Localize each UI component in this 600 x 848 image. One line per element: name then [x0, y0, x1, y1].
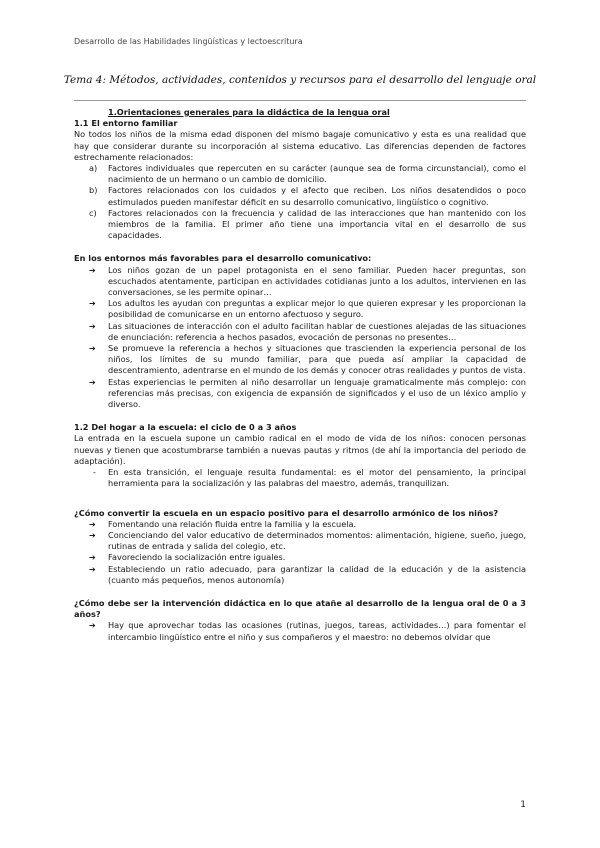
- factors-list: [74, 163, 526, 241]
- list-item: [74, 530, 526, 552]
- arrow-bullet-icon: ➔: [89, 530, 96, 540]
- list-item: [74, 467, 526, 489]
- intervention-list: [74, 620, 526, 642]
- arrow-bullet-icon: ➔: [89, 553, 96, 563]
- list-marker: c): [89, 207, 97, 218]
- list-item-text: Estableciendo un ratio adecuado, para garantizar la calidad de la educación y de la asistencia (cuanto más pequeños, menos autonomía): [108, 563, 526, 585]
- list-item-text: Hay que aprovechar todas las ocasiones (rutinas, juegos, tareas, actividades…) para fomentar el intercambio lingüístico entre el niño y sus compañeros y el maestro: no debemos olvidar que: [108, 620, 526, 642]
- list-item: [74, 377, 526, 411]
- list-item-text: Concienciando del valor educativo de determinados momentos: alimentación, higiene, sueño, juego, rutinas de entrada y salida del colegio, etc.: [108, 529, 526, 552]
- list-item: [74, 343, 526, 377]
- section-1-1-heading: 1.1 El entorno familiar: [74, 118, 178, 129]
- transition-list: [74, 467, 526, 489]
- list-item-text: Factores relacionados con la frecuencia y calidad de las interacciones que han mantenido con los miembros de la familia. El primer año tiene una importancia vital en el desarrollo de sus capacidades.: [108, 207, 526, 241]
- list-item: [74, 564, 526, 586]
- title-divider: [74, 100, 526, 101]
- list-item-text: Las situaciones de interacción con el adulto facilitan hablar de cuestiones alejadas de las situaciones de enunciación: referencia a hechos pasados, evocación de personas no presentes…: [108, 320, 526, 342]
- page-number: 1: [520, 800, 526, 810]
- list-item-text: Estas experiencias le permiten al niño desarrollar un lenguaje gramaticalmente más complejo: con referencias más precisas, con exigencia de expansión de significados y el uso de un léxico amplio y diverso.: [108, 376, 526, 410]
- section-1-2-intro: La entrada en la escuela supone un cambio radical en el modo de vida de los niños: conocen personas nuevas y tienen que acostumbrarse también a nuevas pautas y ritmos (de ahí la importancia del periodo de adaptación).: [74, 433, 526, 466]
- list-item-text: Se promueve la referencia a hechos y situaciones que trascienden la experiencia personal de los niños, los límites de su mundo familiar, para que pueda así ampliar la capacidad de descentramiento, adentrarse en el mundo de los demás y conocer otras realidades y puntos de vista.: [108, 343, 526, 376]
- list-marker: a): [89, 163, 98, 174]
- arrow-bullet-icon: ➔: [89, 344, 96, 354]
- list-item-text: En esta transición, el lenguaje resulta fundamental: es el motor del pensamiento, la principal herramienta para la socialización y las palabras del maestro, además, tranquilizan.: [108, 467, 526, 489]
- document-body: [74, 107, 526, 643]
- list-item-text: Los niños gozan de un papel protagonista en el seno familiar. Pueden hacer preguntas, son escuchados atentamente, participan en actividades cotidianas junto a los adultos, intervienen en las conversaciones, se les permite opinar…: [108, 264, 526, 298]
- arrow-bullet-icon: ➔: [89, 519, 96, 529]
- arrow-bullet-icon: ➔: [89, 321, 96, 331]
- favorable-list: [74, 265, 526, 411]
- list-item: [74, 298, 526, 320]
- list-item-text: Factores relacionados con los cuidados y el afecto que reciben. Los niños desatendidos o poco estimulados pueden manifestar déficit en su desarrollo comunicativo, lingüístico o cognitivo.: [108, 185, 526, 207]
- school-list: [74, 519, 526, 586]
- list-item-text: Favoreciendo la socialización entre iguales.: [108, 552, 286, 563]
- list-item: [74, 208, 526, 242]
- section-1-2-heading: 1.2 Del hogar a la escuela: el ciclo de 0 a 3 años: [74, 422, 297, 433]
- list-item-text: Factores individuales que repercuten en su carácter (aunque sea de forma circunstancial), como el nacimiento de un hermano o un cambio de domicilio.: [108, 163, 526, 185]
- section-1-heading: 1.Orientaciones generales para la didáctica de la lengua oral: [108, 107, 390, 117]
- list-marker: -: [93, 467, 96, 478]
- list-item: [74, 265, 526, 299]
- favorable-heading: En los entornos más favorables para el desarrollo comunicativo:: [74, 253, 372, 264]
- arrow-bullet-icon: ➔: [89, 564, 96, 574]
- list-item-text: Los adultos les ayudan con preguntas a explicar mejor lo que quieren expresar y les proporcionan la posibilidad de comunicarse en un entorno afectuoso y seguro.: [108, 298, 526, 320]
- document-title: Tema 4: Métodos, actividades, contenidos y recursos para el desarrollo del lenguaje oral: [63, 74, 537, 86]
- school-question-heading: ¿Cómo convertir la escuela en un espacio positivo para el desarrollo armónico de los niños?: [74, 507, 499, 518]
- arrow-bullet-icon: ➔: [89, 377, 96, 387]
- list-item: [74, 321, 526, 343]
- list-item: [74, 552, 526, 563]
- list-item: [74, 163, 526, 185]
- arrow-bullet-icon: ➔: [89, 621, 96, 631]
- intervention-question-heading: ¿Cómo debe ser la intervención didáctica en lo que atañe al desarrollo de la lengua oral de 0 a 3 años?: [74, 597, 526, 620]
- list-item: [74, 519, 526, 530]
- running-header: Desarrollo de las Habilidades lingüísticas y lectoescritura: [74, 37, 303, 46]
- list-item: [74, 620, 526, 642]
- list-item-text: Fomentando una relación fluida entre la familia y la escuela.: [108, 518, 357, 529]
- section-1-1-intro: No todos los niños de la misma edad disponen del mismo bagaje comunicativo y esta es una realidad que hay que considerar durante su incorporación al sistema educativo. Las diferencias dependen de factores estrechamente relacionados:: [74, 129, 526, 162]
- list-marker: b): [89, 185, 98, 196]
- list-item: [74, 185, 526, 207]
- arrow-bullet-icon: ➔: [89, 299, 96, 309]
- arrow-bullet-icon: ➔: [89, 265, 96, 275]
